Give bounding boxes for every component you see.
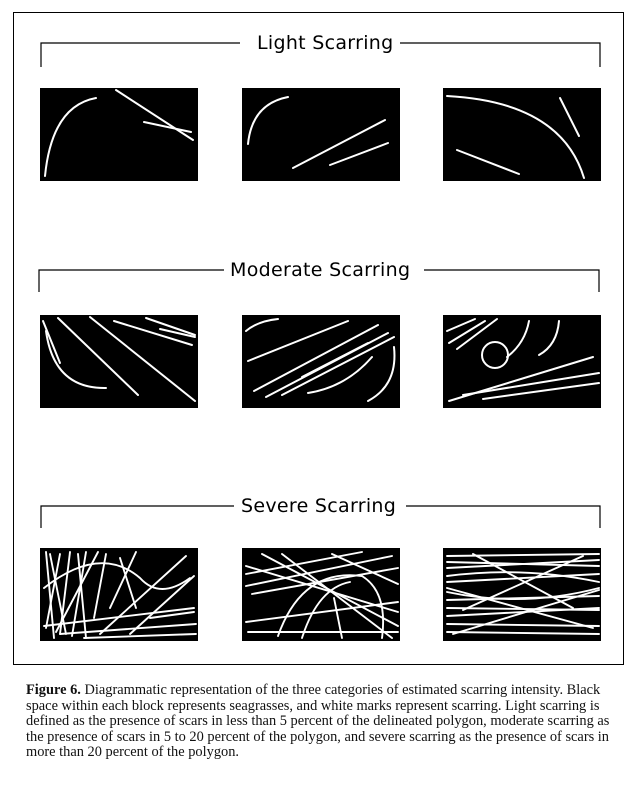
light-scarring-panel-2 [242, 88, 400, 181]
scar-mark [447, 632, 599, 634]
figure-label: Figure 6. [26, 682, 81, 698]
severe-scarring-title: Severe Scarring [235, 495, 402, 517]
scar-mark [116, 90, 193, 140]
severe-scarring-panel-2 [242, 548, 400, 641]
scar-mark [248, 97, 288, 144]
scar-mark [560, 98, 579, 136]
light-scarring-title: Light Scarring [251, 32, 399, 54]
scar-mark [330, 143, 388, 165]
scar-mark [482, 342, 508, 368]
scar-mark [248, 321, 348, 361]
moderate-scarring-panel-1 [40, 315, 198, 408]
severe-scarring-panel-3 [443, 548, 601, 641]
scar-mark [60, 624, 196, 634]
light-scarring-panel-1 [40, 88, 198, 181]
figure-caption [26, 683, 616, 761]
moderate-scarring-panel-3 [443, 315, 601, 408]
scar-mark [246, 319, 278, 331]
scar-mark [308, 357, 372, 393]
scar-mark [110, 552, 136, 608]
moderate-scarring-title: Moderate Scarring [224, 259, 416, 281]
scar-mark [447, 560, 599, 568]
moderate-scarring-panel-2 [242, 315, 400, 408]
scar-mark [246, 602, 398, 622]
scar-mark [43, 321, 60, 363]
scar-mark [254, 325, 378, 391]
scar-mark [457, 150, 519, 174]
scar-mark [539, 321, 559, 355]
scar-mark [58, 318, 138, 395]
scar-mark [507, 321, 529, 357]
severe-scarring-panel-1 [40, 548, 198, 641]
light-scarring-panel-3 [443, 88, 601, 181]
caption-text: Diagrammatic representation of the three categories of estimated scarring intensity. Black space within each block represents seagrasses, and white marks represent scarring. Light scarring is defined as the presence of scars in less than 5 percent of the delineated polygon, moderate scarring as the presence of scars in 5 to 20 percent of the polygon, and severe scarring as the presence of scars in more than 20 percent of the polygon. [26, 682, 610, 761]
scar-mark [46, 331, 106, 388]
scar-mark [447, 96, 584, 178]
scar-mark [45, 98, 96, 176]
scar-mark [84, 634, 196, 638]
scar-mark [447, 554, 599, 556]
scar-mark [368, 347, 394, 401]
